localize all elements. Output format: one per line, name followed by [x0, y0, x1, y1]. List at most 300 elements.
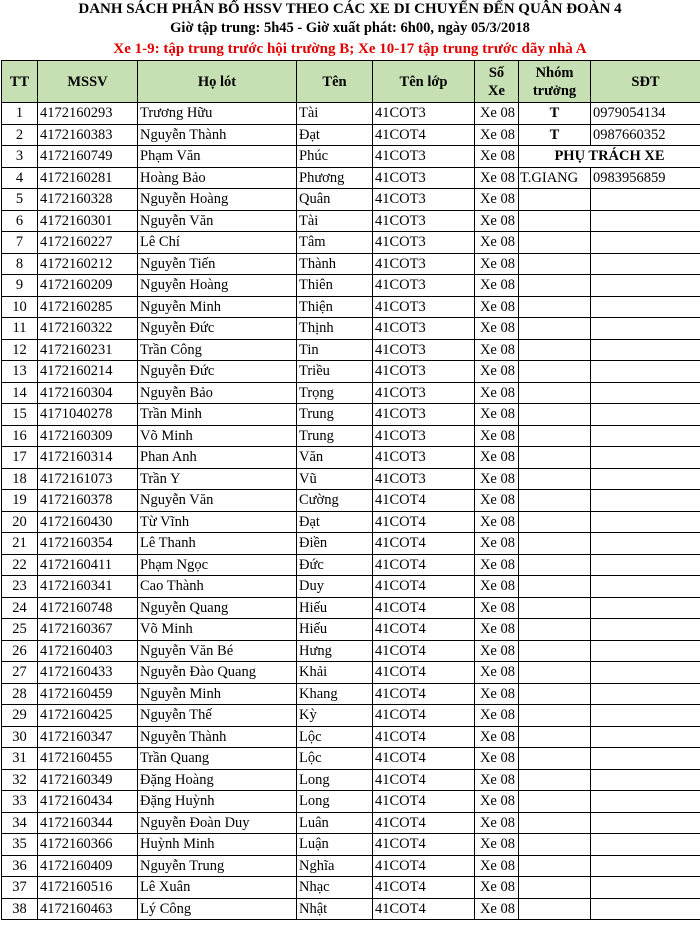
row-sdt: [591, 275, 700, 297]
row-ho-lot: Võ Minh: [138, 425, 297, 447]
row-so-xe: Xe 08: [475, 554, 519, 576]
row-mssv: 4172160516: [38, 877, 138, 899]
row-mssv: 4172160403: [38, 640, 138, 662]
row-tt: 10: [2, 296, 38, 318]
row-so-xe: Xe 08: [475, 683, 519, 705]
row-mssv: 4172160749: [38, 146, 138, 168]
row-so-xe: Xe 08: [475, 404, 519, 426]
row-mssv: 4172160366: [38, 834, 138, 856]
row-ten: Phúc: [297, 146, 373, 168]
row-ho-lot: Cao Thành: [138, 576, 297, 598]
row-tt: 28: [2, 683, 38, 705]
row-so-xe: Xe 08: [475, 318, 519, 340]
row-ten-lop: 41COT4: [373, 511, 475, 533]
row-mssv: 4172160344: [38, 812, 138, 834]
row-sdt: [591, 834, 700, 856]
row-ten-lop: 41COT3: [373, 447, 475, 469]
row-ho-lot: Nguyễn Văn Bé: [138, 640, 297, 662]
row-ten-lop: 41COT4: [373, 683, 475, 705]
row-ho-lot: Đặng Huỳnh: [138, 791, 297, 813]
row-sdt: [591, 533, 700, 555]
row-so-xe: Xe 08: [475, 361, 519, 383]
row-ho-lot: Nguyễn Minh: [138, 683, 297, 705]
row-ten: Khang: [297, 683, 373, 705]
row-ten: Thiện: [297, 296, 373, 318]
row-mssv: 4172160214: [38, 361, 138, 383]
table-row: [2, 769, 700, 791]
row-ten: Phương: [297, 167, 373, 189]
table-row: [2, 253, 700, 275]
table-row: [2, 705, 700, 727]
row-tt: 32: [2, 769, 38, 791]
table-row: [2, 898, 700, 920]
row-sdt: [591, 769, 700, 791]
table-row: [2, 855, 700, 877]
row-nhom-truong: [519, 640, 591, 662]
row-ten: Hiếu: [297, 619, 373, 641]
table-row: [2, 877, 700, 899]
row-nhom-truong: [519, 705, 591, 727]
table-row: [2, 189, 700, 211]
row-tt: 17: [2, 447, 38, 469]
row-tt: 21: [2, 533, 38, 555]
row-nhom-truong: [519, 812, 591, 834]
row-nhom-truong: [519, 447, 591, 469]
row-so-xe: Xe 08: [475, 726, 519, 748]
row-sdt: [591, 640, 700, 662]
row-ten: Kỳ: [297, 705, 373, 727]
row-ten-lop: 41COT4: [373, 791, 475, 813]
row-so-xe: Xe 08: [475, 812, 519, 834]
row-tt: 35: [2, 834, 38, 856]
row-mssv: 4171040278: [38, 404, 138, 426]
row-tt: 7: [2, 232, 38, 254]
row-ho-lot: Nguyễn Thành: [138, 124, 297, 146]
table-header-row: [2, 61, 700, 103]
row-mssv: 4172160227: [38, 232, 138, 254]
row-mssv: 4172160411: [38, 554, 138, 576]
row-sdt: [591, 382, 700, 404]
row-sdt: [591, 296, 700, 318]
row-ten: Tâm: [297, 232, 373, 254]
row-so-xe: Xe 08: [475, 834, 519, 856]
row-tt: 4: [2, 167, 38, 189]
gathering-note: Xe 1-9: tập trung trước hội trường B; Xe 10-17 tập trung trước dãy nhà A: [113, 41, 587, 57]
row-sdt: [591, 812, 700, 834]
row-nhom-truong: [519, 662, 591, 684]
table-row: [2, 404, 700, 426]
col-header-ten-lop: Tên lớp: [373, 61, 475, 103]
row-sdt: [591, 705, 700, 727]
row-sdt: [591, 189, 700, 211]
row-nhom-truong: [519, 232, 591, 254]
table-row: [2, 339, 700, 361]
row-ho-lot: Nguyễn Đức: [138, 318, 297, 340]
table-row: [2, 511, 700, 533]
row-so-xe: Xe 08: [475, 576, 519, 598]
row-tt: 26: [2, 640, 38, 662]
row-mssv: 4172160293: [38, 103, 138, 125]
table-row: [2, 124, 700, 146]
row-nhom-truong: T.GIANG: [519, 167, 591, 189]
row-mssv: 4172160459: [38, 683, 138, 705]
row-sdt: [591, 490, 700, 512]
row-tt: 12: [2, 339, 38, 361]
row-mssv: 4172160383: [38, 124, 138, 146]
table-row: [2, 791, 700, 813]
col-header-ten: Tên: [297, 61, 373, 103]
row-ten: Nhật: [297, 898, 373, 920]
row-so-xe: Xe 08: [475, 855, 519, 877]
row-ten-lop: 41COT3: [373, 361, 475, 383]
row-sdt: [591, 554, 700, 576]
document-header: [0, 0, 700, 60]
table-row: [2, 167, 700, 189]
row-sdt: [591, 855, 700, 877]
row-ten-lop: 41COT3: [373, 167, 475, 189]
row-ten: Tài: [297, 210, 373, 232]
row-ho-lot: Nguyễn Trung: [138, 855, 297, 877]
row-so-xe: Xe 08: [475, 533, 519, 555]
col-header-so-xe: Số Xe: [475, 61, 519, 103]
row-sdt: 0987660352: [591, 124, 700, 146]
row-mssv: 4172160209: [38, 275, 138, 297]
row-ten: Cường: [297, 490, 373, 512]
row-mssv: 4172160328: [38, 189, 138, 211]
row-tt: 8: [2, 253, 38, 275]
row-sdt: [591, 662, 700, 684]
row-sdt: [591, 683, 700, 705]
row-sdt: [591, 210, 700, 232]
row-so-xe: Xe 08: [475, 275, 519, 297]
row-nhom-truong: [519, 275, 591, 297]
row-ho-lot: Từ Vĩnh: [138, 511, 297, 533]
row-so-xe: Xe 08: [475, 898, 519, 920]
row-so-xe: Xe 08: [475, 748, 519, 770]
row-ten: Lộc: [297, 748, 373, 770]
table-row: [2, 318, 700, 340]
row-ten: Đức: [297, 554, 373, 576]
row-ten-lop: 41COT4: [373, 576, 475, 598]
row-tt: 31: [2, 748, 38, 770]
row-sdt: [591, 339, 700, 361]
row-ho-lot: Nguyễn Tiến: [138, 253, 297, 275]
row-tt: 13: [2, 361, 38, 383]
row-ho-lot: Đặng Hoàng: [138, 769, 297, 791]
row-ho-lot: Nguyễn Hoàng: [138, 189, 297, 211]
row-ten-lop: 41COT4: [373, 748, 475, 770]
row-so-xe: Xe 08: [475, 189, 519, 211]
table-row: [2, 146, 700, 168]
row-tt: 18: [2, 468, 38, 490]
row-mssv: 4172160285: [38, 296, 138, 318]
row-ten: Lộc: [297, 726, 373, 748]
row-ho-lot: Lê Thanh: [138, 533, 297, 555]
row-ho-lot: Nguyễn Đào Quang: [138, 662, 297, 684]
row-nhom-truong: [519, 554, 591, 576]
row-ten-lop: 41COT3: [373, 103, 475, 125]
row-nhom-truong: [519, 898, 591, 920]
row-ten-lop: 41COT3: [373, 468, 475, 490]
row-sdt: [591, 748, 700, 770]
row-nhom-truong: [519, 468, 591, 490]
row-nhom-truong: T: [519, 103, 591, 125]
row-sdt: [591, 232, 700, 254]
row-ho-lot: Phan Anh: [138, 447, 297, 469]
row-so-xe: Xe 08: [475, 877, 519, 899]
table-row: [2, 683, 700, 705]
row-mssv: 4172160463: [38, 898, 138, 920]
row-ten: Trọng: [297, 382, 373, 404]
table-row: [2, 533, 700, 555]
row-tt: 9: [2, 275, 38, 297]
row-ten: Thành: [297, 253, 373, 275]
row-nhom-truong: [519, 877, 591, 899]
row-ten: Trung: [297, 425, 373, 447]
row-so-xe: Xe 08: [475, 468, 519, 490]
row-ho-lot: Phạm Văn: [138, 146, 297, 168]
row-tt: 34: [2, 812, 38, 834]
row-nhom-truong: [519, 382, 591, 404]
row-so-xe: Xe 08: [475, 769, 519, 791]
row-tt: 16: [2, 425, 38, 447]
row-so-xe: Xe 08: [475, 210, 519, 232]
row-mssv: 4172160301: [38, 210, 138, 232]
row-sdt: [591, 447, 700, 469]
table-row: [2, 554, 700, 576]
row-tt: 15: [2, 404, 38, 426]
row-mssv: 4172161073: [38, 468, 138, 490]
row-tt: 11: [2, 318, 38, 340]
table-row: [2, 103, 700, 125]
table-row: [2, 619, 700, 641]
row-tt: 37: [2, 877, 38, 899]
row-so-xe: Xe 08: [475, 705, 519, 727]
row-mssv: 4172160322: [38, 318, 138, 340]
row-ten-lop: 41COT4: [373, 877, 475, 899]
row-ho-lot: Nguyễn Văn: [138, 210, 297, 232]
row-sdt: [591, 877, 700, 899]
row-nhom-truong: [519, 533, 591, 555]
row-nhom-truong: [519, 619, 591, 641]
row-ho-lot: Nguyễn Hoàng: [138, 275, 297, 297]
row-tt: 6: [2, 210, 38, 232]
row-sdt: [591, 726, 700, 748]
row-tt: 27: [2, 662, 38, 684]
row-sdt: [591, 511, 700, 533]
table-row: [2, 640, 700, 662]
row-ten: Văn: [297, 447, 373, 469]
row-mssv: 4172160341: [38, 576, 138, 598]
row-ho-lot: Trương Hữu: [138, 103, 297, 125]
row-mssv: 4172160304: [38, 382, 138, 404]
row-sdt: 0983956859: [591, 167, 700, 189]
row-ten-lop: 41COT3: [373, 425, 475, 447]
row-nhom-truong: [519, 210, 591, 232]
row-so-xe: Xe 08: [475, 490, 519, 512]
table-row: [2, 232, 700, 254]
row-so-xe: Xe 08: [475, 146, 519, 168]
table-row: [2, 748, 700, 770]
row-mssv: 4172160314: [38, 447, 138, 469]
row-ten-lop: 41COT3: [373, 232, 475, 254]
row-nhom-truong: [519, 597, 591, 619]
row-tt: 2: [2, 124, 38, 146]
row-tt: 25: [2, 619, 38, 641]
row-ho-lot: Nguyễn Đức: [138, 361, 297, 383]
row-tt: 36: [2, 855, 38, 877]
row-tt: 1: [2, 103, 38, 125]
row-ho-lot: Phạm Ngọc: [138, 554, 297, 576]
row-ten-lop: 41COT4: [373, 124, 475, 146]
row-so-xe: Xe 08: [475, 597, 519, 619]
row-sdt: [591, 404, 700, 426]
table-row: [2, 726, 700, 748]
student-bus-table: [1, 60, 700, 920]
row-so-xe: Xe 08: [475, 339, 519, 361]
row-so-xe: Xe 08: [475, 662, 519, 684]
table-row: [2, 662, 700, 684]
row-sdt: [591, 898, 700, 920]
row-ho-lot: Lê Xuân: [138, 877, 297, 899]
row-sdt: [591, 318, 700, 340]
row-mssv: 4172160748: [38, 597, 138, 619]
row-so-xe: Xe 08: [475, 619, 519, 641]
row-ten: Long: [297, 791, 373, 813]
table-row: [2, 296, 700, 318]
row-ten-lop: 41COT4: [373, 855, 475, 877]
row-nhom-truong: [519, 683, 591, 705]
row-ten-lop: 41COT4: [373, 898, 475, 920]
row-ten: Nghĩa: [297, 855, 373, 877]
row-sdt: 0979054134: [591, 103, 700, 125]
row-ten: Tin: [297, 339, 373, 361]
row-ho-lot: Nguyễn Minh: [138, 296, 297, 318]
row-ten-lop: 41COT3: [373, 296, 475, 318]
row-ten-lop: 41COT4: [373, 726, 475, 748]
row-ten-lop: 41COT3: [373, 146, 475, 168]
row-nhom-truong: [519, 748, 591, 770]
row-ten: Hưng: [297, 640, 373, 662]
row-mssv: 4172160434: [38, 791, 138, 813]
row-mssv: 4172160349: [38, 769, 138, 791]
row-nhom-truong: [519, 769, 591, 791]
row-nhom-truong: [519, 726, 591, 748]
row-tt: 30: [2, 726, 38, 748]
row-mssv: 4172160212: [38, 253, 138, 275]
row-ten: Luận: [297, 834, 373, 856]
row-ten: Vũ: [297, 468, 373, 490]
col-header-nhom-truong: Nhóm trưởng: [519, 61, 591, 103]
row-mssv: 4172160281: [38, 167, 138, 189]
table-row: [2, 468, 700, 490]
row-ten-lop: 41COT3: [373, 404, 475, 426]
row-ten-lop: 41COT4: [373, 769, 475, 791]
row-mssv: 4172160367: [38, 619, 138, 641]
row-so-xe: Xe 08: [475, 103, 519, 125]
row-tt: 20: [2, 511, 38, 533]
row-ten-lop: 41COT4: [373, 619, 475, 641]
table-row: [2, 447, 700, 469]
row-ten: Khải: [297, 662, 373, 684]
row-tt: 33: [2, 791, 38, 813]
row-nhom-truong: [519, 296, 591, 318]
row-nhom-truong: [519, 253, 591, 275]
row-ten: Đạt: [297, 511, 373, 533]
col-header-mssv: MSSV: [38, 61, 138, 103]
row-mssv: 4172160231: [38, 339, 138, 361]
table-row: [2, 382, 700, 404]
table-row: [2, 275, 700, 297]
row-ten-lop: 41COT4: [373, 834, 475, 856]
row-nhom-truong: [519, 404, 591, 426]
row-so-xe: Xe 08: [475, 296, 519, 318]
row-ten-lop: 41COT3: [373, 253, 475, 275]
row-ten-lop: 41COT4: [373, 812, 475, 834]
row-so-xe: Xe 08: [475, 167, 519, 189]
row-tt: 23: [2, 576, 38, 598]
row-ten: Thiên: [297, 275, 373, 297]
row-ten-lop: 41COT4: [373, 640, 475, 662]
col-header-tt: TT: [2, 61, 38, 103]
row-ho-lot: Nguyễn Thế: [138, 705, 297, 727]
row-ten-lop: 41COT3: [373, 318, 475, 340]
row-ten-lop: 41COT3: [373, 339, 475, 361]
row-ho-lot: Nguyễn Văn: [138, 490, 297, 512]
row-ten: Điền: [297, 533, 373, 555]
table-row: [2, 210, 700, 232]
row-mssv: 4172160455: [38, 748, 138, 770]
row-sdt: [591, 468, 700, 490]
row-nhom-truong: [519, 318, 591, 340]
row-ho-lot: Lý Công: [138, 898, 297, 920]
row-mssv: 4172160425: [38, 705, 138, 727]
row-so-xe: Xe 08: [475, 382, 519, 404]
row-mssv: 4172160430: [38, 511, 138, 533]
row-ho-lot: Trần Công: [138, 339, 297, 361]
row-nhom-truong: [519, 834, 591, 856]
row-tt: 3: [2, 146, 38, 168]
row-ho-lot: Hoàng Bảo: [138, 167, 297, 189]
row-ten: Nhạc: [297, 877, 373, 899]
col-header-ho-lot: Họ lót: [138, 61, 297, 103]
row-so-xe: Xe 08: [475, 447, 519, 469]
row-tt: 22: [2, 554, 38, 576]
row-ten-lop: 41COT3: [373, 275, 475, 297]
row-tt: 38: [2, 898, 38, 920]
table-row: [2, 490, 700, 512]
col-header-sdt: SĐT: [591, 61, 700, 103]
row-ten: Tài: [297, 103, 373, 125]
row-vehicle-lead: PHỤ TRÁCH XE: [519, 146, 700, 168]
row-mssv: 4172160409: [38, 855, 138, 877]
row-so-xe: Xe 08: [475, 425, 519, 447]
row-so-xe: Xe 08: [475, 124, 519, 146]
row-ho-lot: Trần Quang: [138, 748, 297, 770]
row-tt: 14: [2, 382, 38, 404]
row-ten: Quân: [297, 189, 373, 211]
row-ten-lop: 41COT4: [373, 554, 475, 576]
row-so-xe: Xe 08: [475, 791, 519, 813]
row-tt: 24: [2, 597, 38, 619]
row-ten: Duy: [297, 576, 373, 598]
row-sdt: [591, 576, 700, 598]
row-mssv: 4172160378: [38, 490, 138, 512]
row-ten: Luân: [297, 812, 373, 834]
row-so-xe: Xe 08: [475, 640, 519, 662]
table-row: [2, 812, 700, 834]
row-nhom-truong: [519, 189, 591, 211]
